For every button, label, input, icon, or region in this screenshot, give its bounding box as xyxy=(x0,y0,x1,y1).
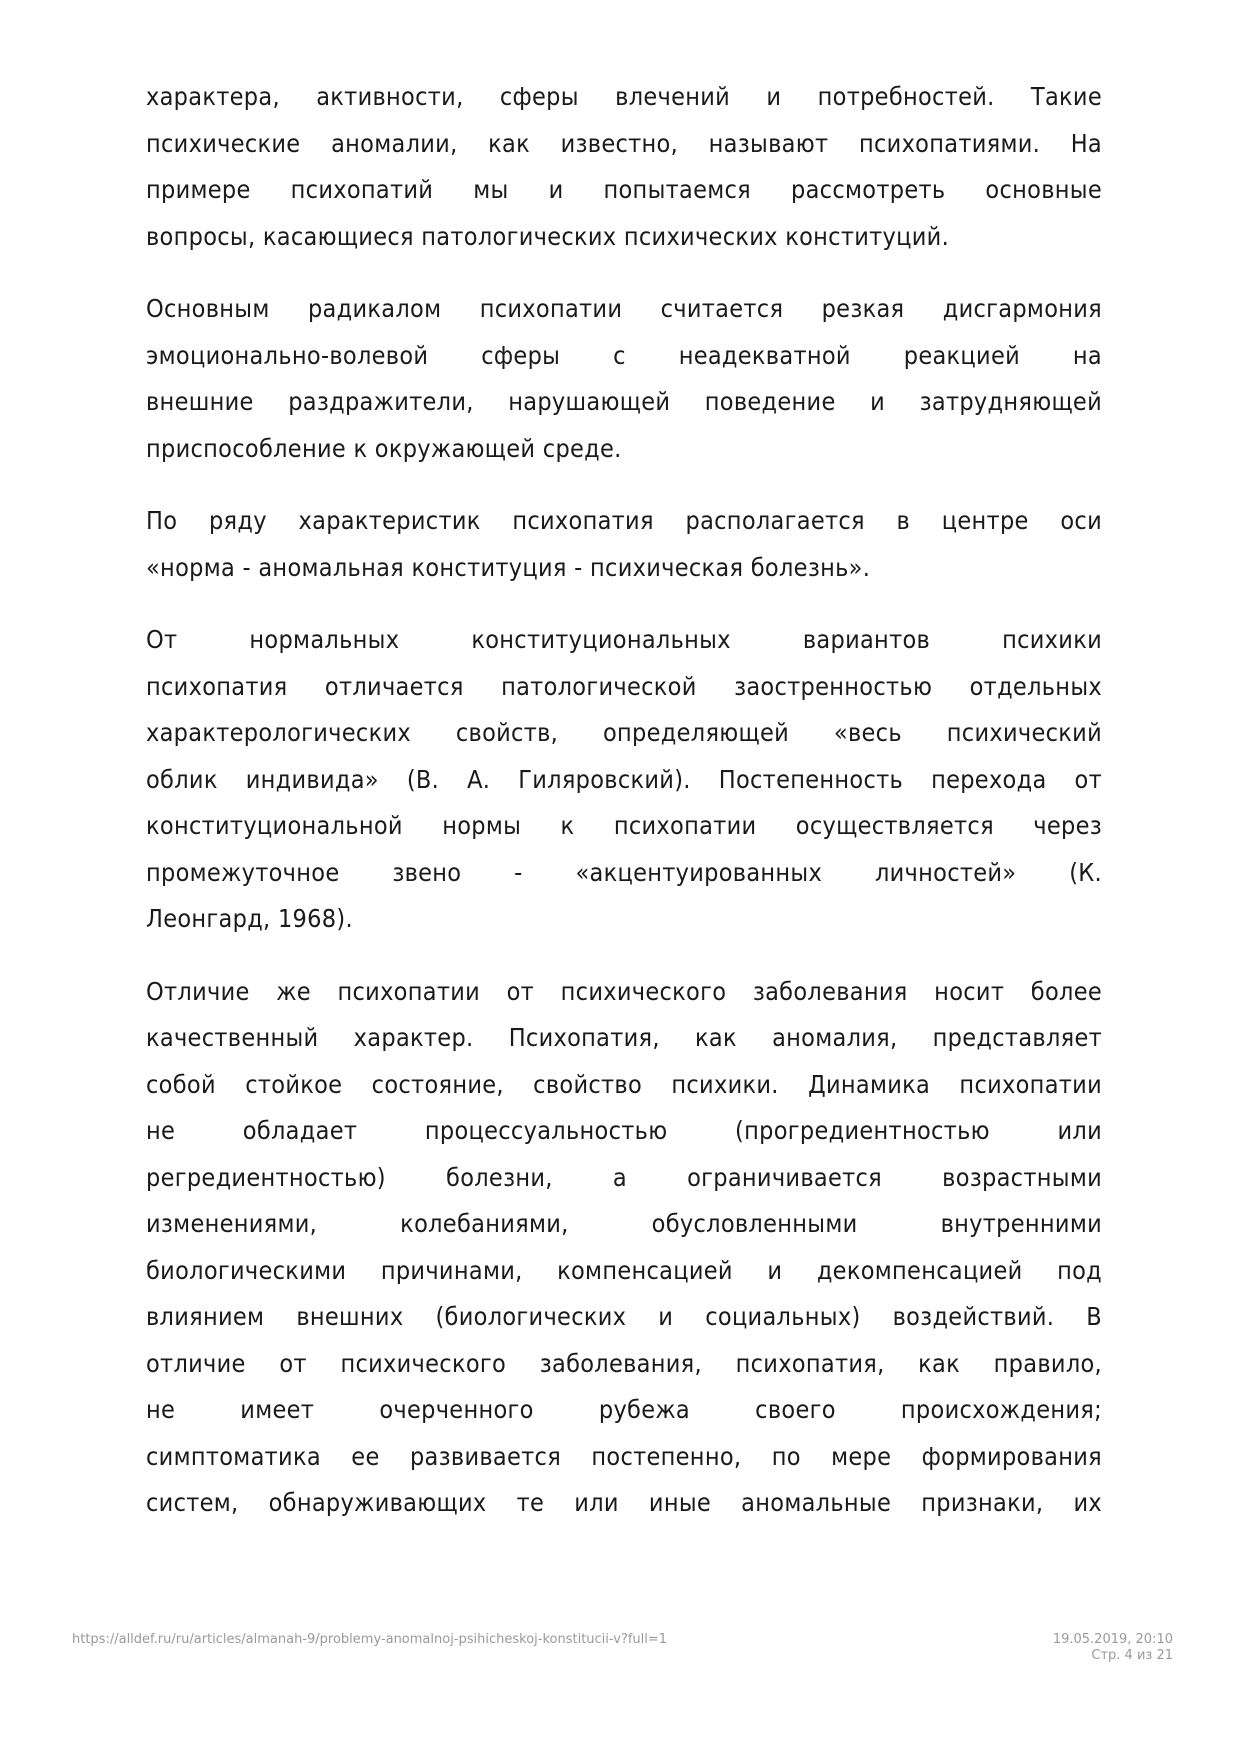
text-line: не обладает процессуальностью (прогредиентностью или xyxy=(146,1116,1102,1145)
text-line: регредиентностью) болезни, а ограничивается возрастными xyxy=(146,1162,1102,1192)
paragraph-3 xyxy=(146,498,1102,591)
text-line: промежуточное звено - «акцентуированных личностей» (К. xyxy=(146,857,1102,887)
text-line: систем, обнаруживающих те или иные аномальные признаки, их xyxy=(146,1488,1102,1517)
text-line: влиянием внешних (биологических и социальных) воздействий. В xyxy=(146,1302,1102,1331)
footer-page-number: Стр. 4 из 21 xyxy=(1091,1648,1173,1663)
text-line: не имеет очерченного рубежа своего происхождения; xyxy=(146,1395,1102,1424)
text-line: качественный характер. Психопатия, как аномалия, представляет xyxy=(146,1023,1102,1052)
text-line: отличие от психического заболевания, психопатия, как правило, xyxy=(146,1348,1102,1378)
paragraph-1 xyxy=(146,74,1102,260)
text-line: По ряду характеристик психопатия располагается в центре оси xyxy=(146,506,1102,535)
text-line: Отличие же психопатии от психического заболевания носит более xyxy=(146,976,1102,1006)
footer-datetime: 19.05.2019, 20:10 xyxy=(1052,1632,1173,1647)
paragraph-2 xyxy=(146,286,1102,472)
text-line: облик индивида» (В. А. Гиляровский). Постепенность перехода от xyxy=(146,764,1102,794)
footer-url: https://alldef.ru/ru/articles/almanah-9/problemy-anomalnoj-psihicheskoj-konstitucii-v?full=1 xyxy=(72,1632,668,1647)
text-line: изменениями, колебаниями, обусловленными внутренними xyxy=(146,1209,1102,1238)
document-body xyxy=(146,74,1102,1553)
text-line: симптоматика ее развивается постепенно, по мере формирования xyxy=(146,1441,1102,1471)
text-line: примере психопатий мы и попытаемся рассмотреть основные xyxy=(146,175,1102,204)
text-line: психопатия отличается патологической заостренностью отдельных xyxy=(146,671,1102,701)
text-line: психические аномалии, как известно, называют психопатиями. На xyxy=(146,128,1102,158)
text-line: приспособление к окружающей среде. xyxy=(146,433,622,463)
footer-meta xyxy=(1053,1632,1173,1664)
paragraph-5 xyxy=(146,969,1102,1527)
text-line: «норма - аномальная конституция - психическая болезнь». xyxy=(146,552,871,582)
text-line: Основным радикалом психопатии считается резкая дисгармония xyxy=(146,294,1102,323)
text-line: От нормальных конституциональных вариантов психики xyxy=(146,625,1102,654)
text-line: эмоционально-волевой сферы с неадекватной реакцией на xyxy=(146,340,1102,370)
text-line: внешние раздражители, нарушающей поведение и затрудняющей xyxy=(146,387,1102,416)
text-line: собой стойкое состояние, свойство психики. Динамика психопатии xyxy=(146,1069,1102,1099)
text-line: вопросы, касающиеся патологических психических конституций. xyxy=(146,221,950,251)
text-line: характера, активности, сферы влечений и потребностей. Такие xyxy=(146,82,1102,111)
text-line: характерологических свойств, определяющей «весь психический xyxy=(146,718,1102,747)
paragraph-4 xyxy=(146,617,1102,943)
text-line: биологическими причинами, компенсацией и декомпенсацией под xyxy=(146,1255,1102,1285)
text-line: конституциональной нормы к психопатии осуществляется через xyxy=(146,811,1102,840)
text-line: Леонгард, 1968). xyxy=(146,904,353,933)
